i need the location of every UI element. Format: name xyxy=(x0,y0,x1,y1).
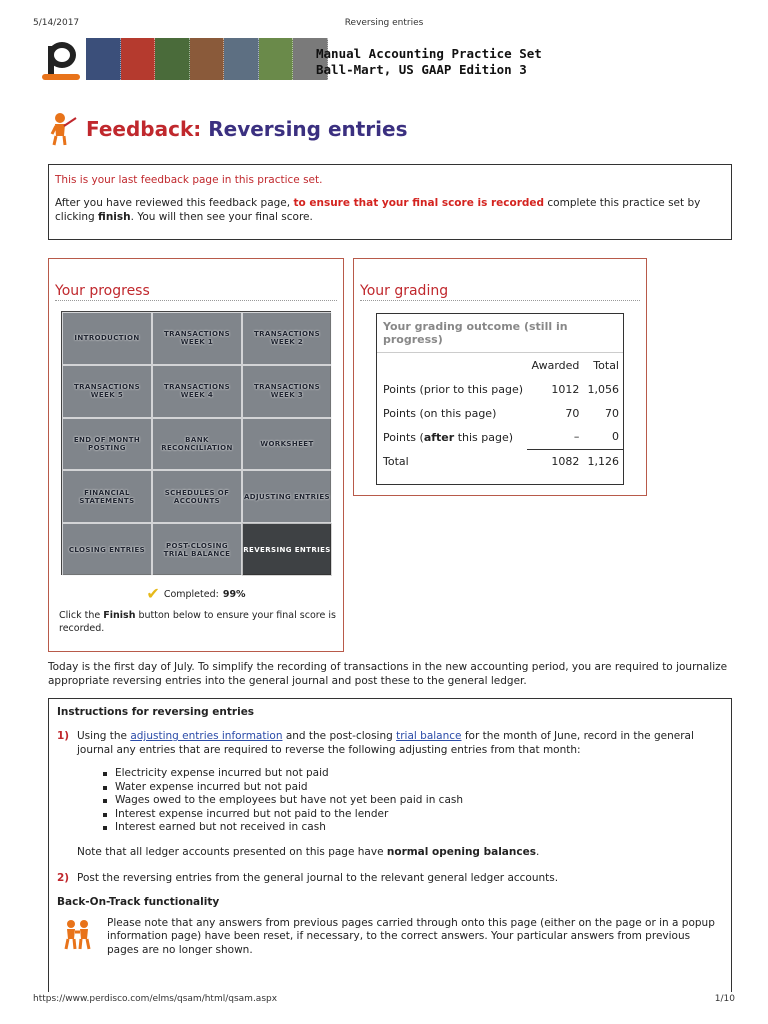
intro-paragraph: Today is the first day of July. To simplify the recording of transactions in the new accounting period, you are required to journalize appropriate reversing entries into the general journal and post these to the general ledger. xyxy=(48,661,728,687)
grading-header-row xyxy=(377,353,623,377)
progress-title: Your progress xyxy=(55,283,337,301)
step-number: 1) xyxy=(57,730,70,742)
adjusting-entries-list xyxy=(103,767,723,835)
print-url: https://www.perdisco.com/elms/qsam/html/qsam.aspx xyxy=(33,994,278,1004)
puzzle-piece: TRANSACTIONS WEEK 4 xyxy=(152,365,242,418)
instructions-title: Instructions for reversing entries xyxy=(57,706,255,718)
row-label: Points (on this page) xyxy=(383,406,497,420)
normal-balances-note xyxy=(77,845,723,859)
list-item: Interest expense incurred but not paid to the lender xyxy=(103,808,723,822)
puzzle-piece: TRANSACTIONS WEEK 1 xyxy=(152,312,242,365)
total-total: 1,126 xyxy=(583,449,623,473)
page-title xyxy=(86,117,408,141)
step-text-part: Using the xyxy=(77,730,131,742)
list-item: Electricity expense incurred but not paid xyxy=(103,767,723,781)
instruction-step-1 xyxy=(57,729,723,757)
col-total: Total xyxy=(593,358,619,372)
row-total: 70 xyxy=(605,406,619,420)
grading-row xyxy=(377,401,623,425)
app-title-line1: Manual Accounting Practice Set xyxy=(316,46,542,61)
page-heading xyxy=(48,112,408,146)
progress-puzzle xyxy=(61,311,331,575)
back-on-track-text: Please note that any answers from previous pages carried through onto this page (either on the page or in a popup information page) have been reset, if necessary, to the correct answers. Your particular answers from previous pages are no longer shown. xyxy=(107,916,715,956)
puzzle-piece: TRANSACTIONS WEEK 5 xyxy=(62,365,152,418)
row-label xyxy=(377,425,527,449)
grading-panel xyxy=(353,258,647,496)
check-icon: ✔ xyxy=(146,584,160,603)
notice-text: complete this practice set by clicking xyxy=(55,197,701,223)
finish-instruction xyxy=(55,609,337,635)
notice-emphasis: to ensure that your final score is recorded xyxy=(293,197,545,209)
back-on-track-icon xyxy=(59,917,95,953)
last-page-message: This is your last feedback page in this practice set. xyxy=(55,174,323,186)
col-awarded: Awarded xyxy=(531,358,580,372)
progress-panel xyxy=(48,258,344,652)
finish-word: Finish xyxy=(103,610,136,621)
puzzle-piece: TRANSACTIONS WEEK 3 xyxy=(242,365,332,418)
puzzle-piece: BANK RECONCILIATION xyxy=(152,418,242,471)
app-title xyxy=(316,46,542,78)
step-number: 2) xyxy=(57,871,70,884)
banner xyxy=(36,36,296,82)
completion-status xyxy=(55,584,337,603)
print-header xyxy=(33,18,735,30)
app-title-line2: Ball-Mart, US GAAP Edition 3 xyxy=(316,62,527,77)
row-awarded: 1012 xyxy=(551,382,580,396)
row-label-part: this page) xyxy=(454,430,514,444)
notice-finish-word: finish xyxy=(98,211,131,223)
puzzle-piece: SCHEDULES OF ACCOUNTS xyxy=(152,470,242,523)
back-on-track-section xyxy=(57,917,723,958)
notice-body xyxy=(55,196,725,224)
banner-puzzle-image xyxy=(86,38,328,80)
row-total: 0 xyxy=(612,430,619,444)
puzzle-piece: INTRODUCTION xyxy=(62,312,152,365)
row-label: Points (prior to this page) xyxy=(383,382,524,396)
puzzle-piece: END OF MONTH POSTING xyxy=(62,418,152,471)
step-text-part: for the month of June, record in the general journal any entries that are required to reverse the following adjusting entries from that month: xyxy=(77,730,694,756)
page-title-text: Reversing entries xyxy=(208,117,408,141)
completed-label: Completed: xyxy=(163,588,219,600)
note-text: Note that all ledger accounts presented on this page have xyxy=(77,845,387,858)
grading-row xyxy=(377,425,623,449)
puzzle-piece: ADJUSTING ENTRIES xyxy=(242,470,332,523)
row-total: 1,056 xyxy=(587,382,619,396)
notice-text: After you have reviewed this feedback page, xyxy=(55,197,294,209)
puzzle-piece: WORKSHEET xyxy=(242,418,332,471)
puzzle-piece: REVERSING ENTRIES xyxy=(242,523,332,576)
completed-value: 99% xyxy=(222,588,246,600)
step-text-part: and the post-closing xyxy=(282,730,397,742)
row-awarded: – xyxy=(573,430,580,444)
grading-caption: Your grading outcome (still in progress) xyxy=(377,314,623,353)
perdisco-logo xyxy=(40,38,80,78)
print-tab-title: Reversing entries xyxy=(344,18,424,28)
grading-table xyxy=(377,353,623,473)
row-awarded: 70 xyxy=(565,406,580,420)
final-feedback-notice xyxy=(48,164,732,240)
instructions-box xyxy=(48,698,732,992)
row-label-bold: after xyxy=(423,430,455,444)
total-awarded: 1082 xyxy=(527,449,583,473)
grading-box xyxy=(376,313,624,485)
presenter-icon xyxy=(48,112,78,146)
note-bold: normal opening balances xyxy=(386,845,536,858)
list-item: Interest earned but not received in cash xyxy=(103,821,723,835)
back-on-track-title: Back-On-Track functionality xyxy=(57,895,220,908)
row-label-part: Points ( xyxy=(383,430,424,444)
list-item: Wages owed to the employees but have not yet been paid in cash xyxy=(103,794,723,808)
grading-title: Your grading xyxy=(360,283,640,301)
puzzle-piece: CLOSING ENTRIES xyxy=(62,523,152,576)
step-text xyxy=(77,729,723,757)
page-title-prefix: Feedback: xyxy=(86,117,202,141)
instruction-step-2 xyxy=(57,871,723,885)
grading-row xyxy=(377,377,623,401)
adjusting-entries-link[interactable]: adjusting entries information xyxy=(130,730,283,742)
print-page-number: 1/10 xyxy=(714,994,735,1004)
print-date: 5/14/2017 xyxy=(33,18,80,28)
puzzle-piece: FINANCIAL STATEMENTS xyxy=(62,470,152,523)
print-footer xyxy=(33,994,735,1006)
finish-note-text: Click the xyxy=(59,610,104,621)
step-text: Post the reversing entries from the general journal to the relevant general ledger accounts. xyxy=(77,871,559,884)
trial-balance-link[interactable]: trial balance xyxy=(396,730,462,742)
notice-text: . You will then see your final score. xyxy=(130,211,313,223)
grading-total-row xyxy=(377,449,623,473)
puzzle-piece: POST-CLOSING TRIAL BALANCE xyxy=(152,523,242,576)
note-text: . xyxy=(535,845,540,858)
finish-note-text: button below to ensure your final score is recorded. xyxy=(59,610,336,634)
list-item: Water expense incurred but not paid xyxy=(103,781,723,795)
puzzle-piece: TRANSACTIONS WEEK 2 xyxy=(242,312,332,365)
total-label: Total xyxy=(383,454,409,468)
